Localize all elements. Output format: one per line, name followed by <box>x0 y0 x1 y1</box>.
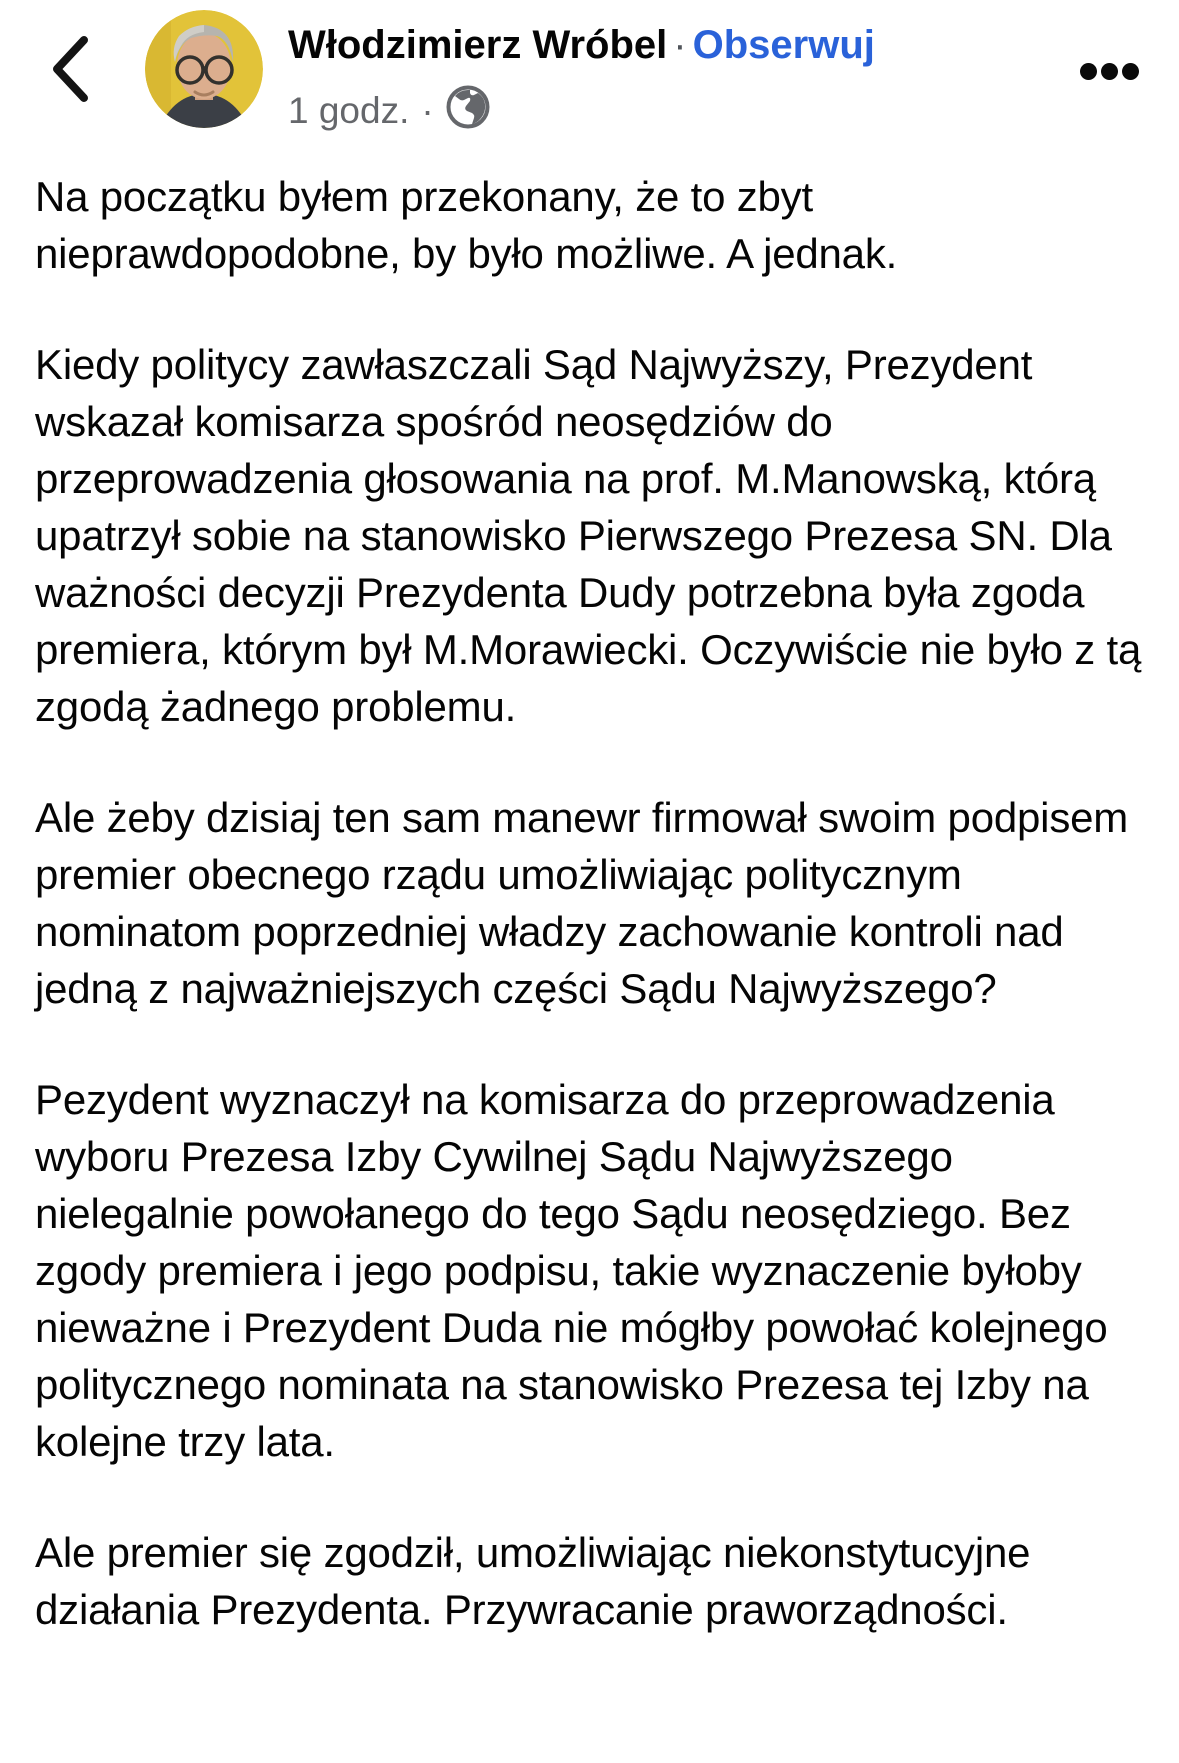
ellipsis-dot <box>1122 63 1139 80</box>
avatar[interactable] <box>145 10 263 128</box>
author-name[interactable]: Włodzimierz Wróbel <box>288 23 668 67</box>
globe-public-icon <box>446 85 490 139</box>
more-options-button[interactable] <box>1080 54 1139 88</box>
meta-separator: · <box>421 90 434 131</box>
post-text <box>35 168 1145 1638</box>
chevron-left-icon <box>48 93 92 108</box>
name-row <box>288 20 875 70</box>
avatar-image <box>145 10 263 128</box>
name-separator: · <box>673 23 687 67</box>
post-paragraph: Ale żeby dzisiaj ten sam manewr firmował swoim podpisem premier obecnego rządu umożliwiając politycznym nominatom poprzedniej władzy zachowanie kontroli nad jedną z najważniejszych części Sądu Najwyższego? <box>35 794 1129 1012</box>
meta-row <box>288 83 875 139</box>
post-paragraph: Kiedy politycy zawłaszczali Sąd Najwyższy, Prezydent wskazał komisarza spośród neosędziów do przeprowadzenia głosowania na prof. M.Manowską, którą upatrzył sobie na stanowisko Pierwszego Prezesa SN. Dla ważności decyzji Prezydenta Dudy potrzebna była zgoda premiera, którym był M.Morawiecki. Oczywiście nie było z tą zgodą żadnego problemu. <box>35 341 1142 730</box>
timestamp: 1 godz. <box>288 90 410 131</box>
header-text <box>288 20 875 139</box>
post-paragraph: Na początku byłem przekonany, że to zbyt nieprawdopodobne, by było możliwe. A jednak. <box>35 173 898 277</box>
post-paragraph: Ale premier się zgodził, umożliwiając niekonstytucyjne działania Prezydenta. Przywracanie praworządności. <box>35 1529 1031 1633</box>
follow-link[interactable]: Obserwuj <box>692 23 875 67</box>
back-button[interactable] <box>42 30 98 110</box>
post-paragraph: Pezydent wyznaczył na komisarza do przeprowadzenia wyboru Prezesa Izby Cywilnej Sądu Najwyższego nielegalnie powołanego do tego Sądu neosędziego. Bez zgody premiera i jego podpisu, takie wyznaczenie byłoby nieważne i Prezydent Duda nie mógłby powołać kolejnego politycznego nominata na stanowisko Prezesa tej Izby na kolejne trzy lata. <box>35 1076 1108 1465</box>
post-header <box>0 0 1179 130</box>
ellipsis-dot <box>1080 63 1097 80</box>
ellipsis-dot <box>1101 63 1118 80</box>
